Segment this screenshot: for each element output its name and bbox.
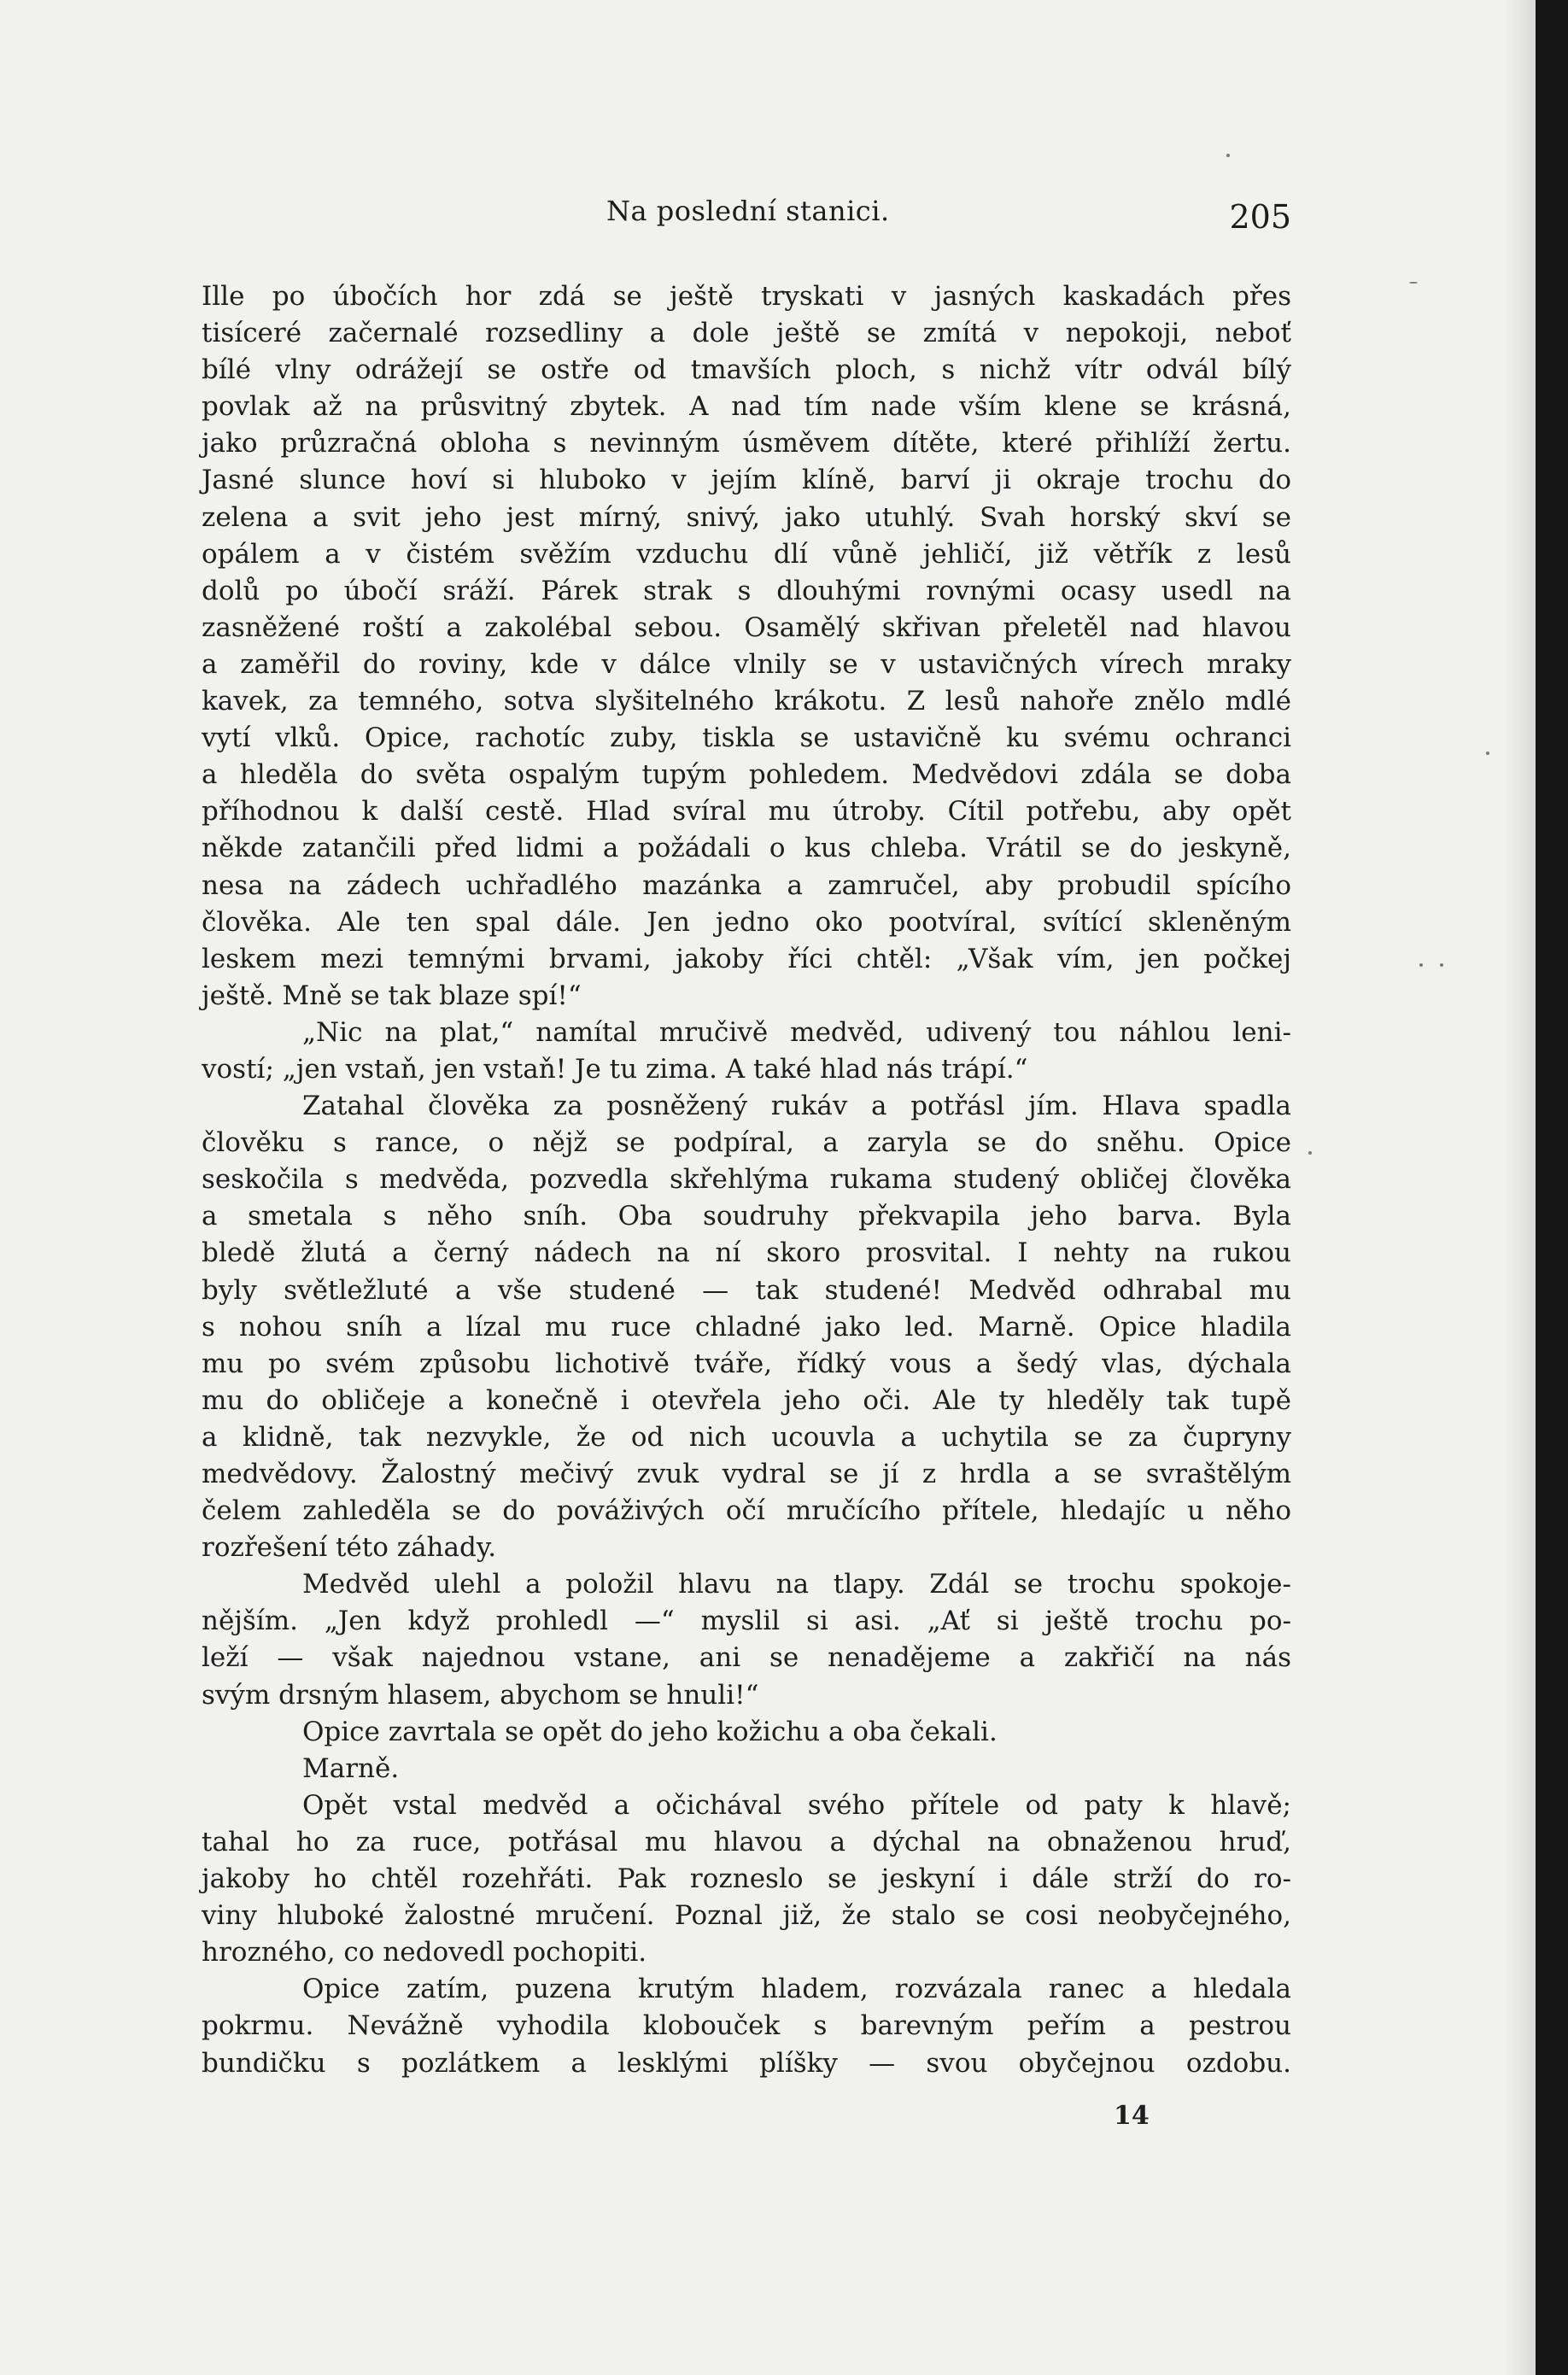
text-line: vostí; „jen vstaň, jen vstaň! Je tu zima. A také hlad nás trápí.“: [202, 1053, 1028, 1085]
text-line: Opice zatím, puzena krutým hladem, rozvázala ranec a hledala: [302, 1974, 1291, 2005]
text-line: Jasné slunce hoví si hluboko v jejím klíně, barví ji okraje trochu do: [202, 465, 1291, 496]
page-gutter-shadow: [1503, 0, 1537, 2375]
page-number: 205: [1229, 198, 1291, 236]
text-line: dolů po úbočí sráží. Párek strak s dlouhými rovnými ocasy usedl na: [202, 575, 1291, 606]
text-line: jakoby ho chtěl rozehřáti. Pak rozneslo se jeskyní i dále strží do ro-: [202, 1863, 1291, 1895]
text-line: vytí vlků. Opice, rachotíc zuby, tiskla se ustavičně ku svému ochranci: [202, 722, 1291, 754]
text-line: zelena a svit jeho jest mírný, snivý, jako utuhlý. Svah horský skví se: [202, 501, 1291, 533]
text-line: povlak až na průsvitný zbytek. A nad tím nade vším klene se krásná,: [202, 391, 1291, 423]
text-line: Marně.: [302, 1752, 400, 1784]
text-line: bílé vlny odrážejí se ostře od tmavších ploch, s nichž vítr odvál bílý: [202, 354, 1291, 386]
text-line: viny hluboké žalostné mručení. Poznal již, že stalo se cosi neobyčejného,: [202, 1900, 1291, 1932]
text-line: čelem zahleděla se do pováživých očí mručícího přítele, hledajíc u něho: [202, 1495, 1291, 1527]
text-line: leskem mezi temnými brvami, jakoby říci chtěl: „Však vím, jen počkej: [202, 943, 1291, 974]
paper-speck: [1440, 963, 1443, 967]
text-line: někde zatančili před lidmi a požádali o kus chleba. Vrátil se do jeskyně,: [202, 833, 1291, 864]
text-line: Ille po úbočích hor zdá se ještě tryskati v jasných kaskadách přes: [202, 281, 1291, 312]
body-text: [202, 278, 1291, 2082]
text-line: opálem a v čistém svěžím vzduchu dlí vůně jehličí, již větřík z lesů: [202, 538, 1291, 570]
text-line: tahal ho za ruce, potřásal mu hlavou a dýchal na obnaženou hruď,: [202, 1826, 1291, 1857]
text-line: byly světležluté a vše studené — tak studené! Medvěd odhrabal mu: [202, 1274, 1291, 1306]
text-line: bledě žlutá a černý nádech na ní skoro prosvital. I nehty na rukou: [202, 1237, 1291, 1269]
text-line: Zatahal člověka za posněžený rukáv a potřásl jím. Hlava spadla: [302, 1091, 1291, 1122]
text-line: bundičku s pozlátkem a lesklými plíšky — svou obyčejnou ozdobu.: [202, 2047, 1291, 2079]
text-line: nesa na zádech uchřadlého mazánka a zamručel, aby probudil spícího: [202, 869, 1291, 901]
text-line: a hleděla do světa ospalým tupým pohledem. Medvědovi zdála se doba: [202, 759, 1291, 791]
text-line: kavek, za temného, sotva slyšitelného krákotu. Z lesů nahoře znělo mdlé: [202, 686, 1291, 717]
text-line: nějším. „Jen když prohledl —“ myslil si asi. „Ať si ještě trochu po-: [202, 1606, 1291, 1637]
text-line: a zaměřil do roviny, kde v dálce vlnily se v ustavičných vírech mraky: [202, 648, 1291, 680]
text-line: člověka. Ale ten spal dále. Jen jedno oko pootvíral, svítící skleněným: [202, 906, 1291, 938]
text-line: svým drsným hlasem, abychom se hnuli!“: [202, 1679, 759, 1711]
text-line: a klidně, tak nezvykle, že od nich ucouvla a uchytila se za čupryny: [202, 1421, 1291, 1453]
signature-mark: 14: [1114, 2101, 1150, 2131]
text-line: leží — však najednou vstane, ani se nenadějeme a zakřičí na nás: [202, 1642, 1291, 1674]
text-line: zasněžené roští a zakolébal sebou. Osamělý skřivan přeletěl nad hlavou: [202, 611, 1291, 643]
text-line: jako průzračná obloha s nevinným úsměvem dítěte, které přihlíží žertu.: [202, 428, 1291, 459]
running-title: Na poslední stanici.: [606, 195, 890, 227]
text-line: rozřešení této záhady.: [202, 1532, 497, 1564]
paper-speck: [1226, 154, 1230, 157]
text-line: Opice zavrtala se opět do jeho kožichu a oba čekali.: [302, 1716, 998, 1747]
paper-speck: [1486, 752, 1489, 755]
text-line: mu po svém způsobu lichotivě tváře, řídký vous a šedý vlas, dýchala: [202, 1348, 1291, 1379]
paper-speck: [1409, 282, 1418, 284]
text-line: a smetala s něho sníh. Oba soudruhy překvapila jeho barva. Byla: [202, 1201, 1291, 1232]
book-binding-edge: [1536, 0, 1568, 2375]
text-line: ještě. Mně se tak blaze spí!“: [202, 980, 582, 1011]
text-line: tisíceré začernalé rozsedliny a dole ještě se zmítá v nepokoji, neboť: [202, 318, 1291, 349]
paper-speck: [1419, 963, 1423, 967]
text-line: pokrmu. Nevážně vyhodila klobouček s barevným peřím a pestrou: [202, 2010, 1291, 2042]
text-line: Opět vstal medvěd a očichával svého přítele od paty k hlavě;: [302, 1789, 1291, 1821]
text-line: seskočila s medvěda, pozvedla skřehlýma rukama studený obličej člověka: [202, 1164, 1291, 1196]
text-line: Medvěd ulehl a položil hlavu na tlapy. Zdál se trochu spokoje-: [302, 1569, 1291, 1600]
paper-speck: [1308, 1151, 1312, 1155]
text-line: s nohou sníh a lízal mu ruce chladné jako led. Marně. Opice hladila: [202, 1311, 1291, 1343]
text-line: příhodnou k další cestě. Hlad svíral mu útroby. Cítil potřebu, aby opět: [202, 796, 1291, 828]
text-line: hrozného, co nedovedl pochopiti.: [202, 1937, 647, 1968]
text-line: medvědovy. Žalostný mečivý zvuk vydral se jí z hrdla a se svraštělým: [202, 1459, 1291, 1489]
text-line: mu do obličeje a konečně i otevřela jeho oči. Ale ty hleděly tak tupě: [202, 1384, 1291, 1416]
text-line: „Nic na plat,“ namítal mručivě medvěd, udivený tou náhlou leni-: [302, 1016, 1291, 1048]
running-head: [202, 193, 1291, 244]
text-line: člověku s rance, o nějž se podpíral, a zaryla se do sněhu. Opice: [202, 1127, 1291, 1159]
